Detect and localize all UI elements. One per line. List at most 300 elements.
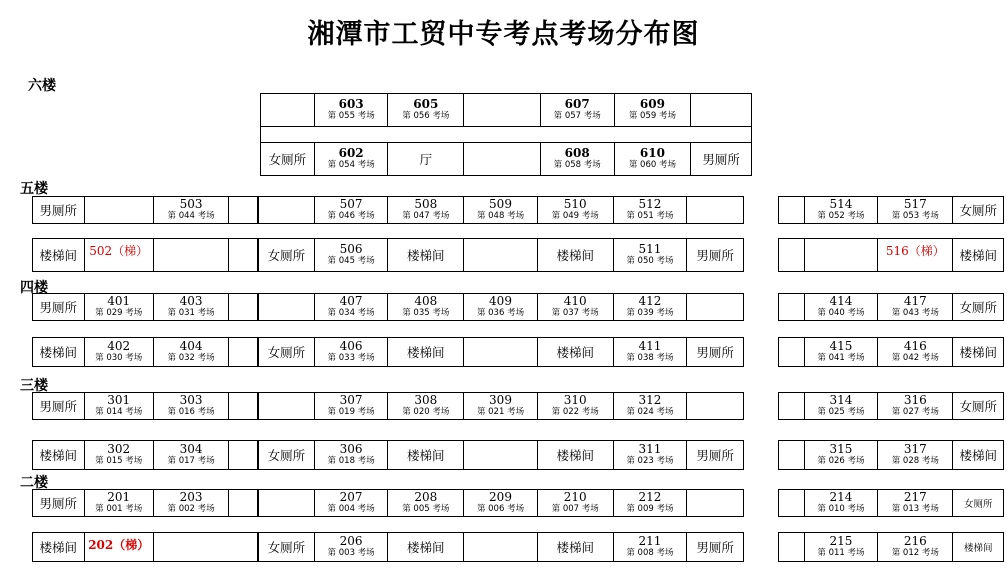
facility-label: 楼梯间 <box>39 345 78 360</box>
empty-cell <box>464 143 541 175</box>
exam-room-label: 第 019 考场 <box>327 407 375 417</box>
empty-cell <box>229 294 257 320</box>
center-bottom-row <box>258 440 744 470</box>
room-cell <box>614 490 688 516</box>
room-cell <box>315 533 389 561</box>
room-number: 308 <box>414 393 438 407</box>
exam-room-label: 第 011 考场 <box>817 548 865 558</box>
exam-room-label: 第 035 考场 <box>402 308 450 318</box>
facility-label: 楼梯间 <box>556 248 594 263</box>
facility-label: 楼梯间 <box>963 543 993 554</box>
right-wing-bottom-row <box>778 532 1004 562</box>
exam-room-label: 第 049 考场 <box>551 211 599 221</box>
center-top-row <box>258 489 744 517</box>
room-cell <box>85 490 154 516</box>
room-number: 609 <box>639 97 665 111</box>
room-cell <box>464 294 538 320</box>
room-cell <box>878 294 953 320</box>
left-wing-top-row <box>32 489 258 517</box>
empty-cell <box>259 197 315 223</box>
room-number: 212 <box>638 490 662 504</box>
empty-cell <box>779 490 805 516</box>
exam-room-label: 第 025 考场 <box>817 407 865 417</box>
room-number: 306 <box>339 442 363 456</box>
exam-room-label: 第 057 考场 <box>553 111 601 121</box>
exam-room-label: 第 051 考场 <box>626 211 674 221</box>
facility-cell <box>953 239 1003 271</box>
exam-room-label: 第 014 考场 <box>95 407 143 417</box>
room-number: 309 <box>489 393 512 407</box>
room-cell <box>154 441 229 469</box>
exam-room-label: 第 041 考场 <box>817 353 865 363</box>
room-cell <box>538 197 614 223</box>
facility-cell <box>953 441 1003 469</box>
exam-room-label: 第 009 考场 <box>626 504 674 514</box>
empty-cell <box>779 533 805 561</box>
empty-cell <box>259 294 315 320</box>
exam-room-label: 第 047 考场 <box>402 211 450 221</box>
exam-room-label: 第 017 考场 <box>167 456 215 466</box>
room-cell <box>805 338 878 366</box>
room-number: 408 <box>414 294 438 308</box>
facility-label: 男厕所 <box>696 248 734 263</box>
empty-cell <box>154 239 229 271</box>
empty-cell <box>779 239 805 271</box>
room-number: 410 <box>563 294 587 308</box>
empty-cell <box>779 393 805 419</box>
empty-cell <box>687 393 743 419</box>
stair-room-label: 516（梯） <box>885 244 945 258</box>
right-wing-top-row <box>778 489 1004 517</box>
room-cell <box>878 393 953 419</box>
room-cell <box>878 490 953 516</box>
facility-cell <box>33 338 85 366</box>
empty-cell <box>464 338 538 366</box>
right-wing-bottom-row <box>778 238 1004 272</box>
facility-cell <box>33 490 85 516</box>
facility-label: 女厕所 <box>963 499 993 510</box>
empty-cell <box>687 294 743 320</box>
floor-label: 四楼 <box>20 280 48 296</box>
room-cell <box>85 338 154 366</box>
left-wing-bottom-row <box>32 440 258 470</box>
room-cell <box>878 533 953 561</box>
exam-room-label: 第 043 考场 <box>891 308 939 318</box>
exam-room-label: 第 007 考场 <box>551 504 599 514</box>
room-number: 409 <box>489 294 512 308</box>
room-number: 315 <box>829 442 853 456</box>
room-number: 414 <box>829 294 853 308</box>
exam-room-label: 第 055 考场 <box>327 111 375 121</box>
left-wing-bottom-row <box>32 337 258 367</box>
facility-cell <box>687 239 743 271</box>
room-cell <box>315 490 389 516</box>
facility-label: 男厕所 <box>39 203 78 218</box>
facility-cell <box>687 533 743 561</box>
room-number: 417 <box>903 294 927 308</box>
room-number: 507 <box>339 197 363 211</box>
room-number: 314 <box>829 393 853 407</box>
facility-label: 楼梯间 <box>556 345 594 360</box>
room-cell <box>614 441 688 469</box>
empty-cell <box>464 441 538 469</box>
page-title: 湘潭市工贸中专考点考场分布图 <box>307 19 700 50</box>
floor6-bottom-row <box>260 142 752 176</box>
room-number: 412 <box>638 294 662 308</box>
facility-cell <box>953 197 1003 223</box>
empty-cell <box>687 490 743 516</box>
facility-label: 男厕所 <box>696 540 734 555</box>
floor6-top-row <box>260 93 752 127</box>
facility-cell <box>261 143 315 175</box>
facility-cell <box>691 143 751 175</box>
facility-cell <box>33 393 85 419</box>
exam-room-label: 第 052 考场 <box>817 211 865 221</box>
room-cell <box>538 393 614 419</box>
facility-cell <box>388 533 464 561</box>
exam-room-label: 第 020 考场 <box>402 407 450 417</box>
empty-cell <box>259 393 315 419</box>
facility-cell <box>953 533 1003 561</box>
facility-label: 男厕所 <box>696 345 734 360</box>
facility-label: 楼梯间 <box>556 540 594 555</box>
room-number: 301 <box>107 393 131 407</box>
room-cell <box>464 197 538 223</box>
empty-cell <box>779 197 805 223</box>
exam-room-label: 第 003 考场 <box>327 548 375 558</box>
facility-label: 楼梯间 <box>959 345 997 360</box>
room-cell <box>85 441 154 469</box>
exam-room-label: 第 060 考场 <box>628 160 676 170</box>
room-cell <box>878 197 953 223</box>
exam-room-label: 第 050 考场 <box>626 256 674 266</box>
facility-cell <box>33 441 85 469</box>
room-cell <box>85 393 154 419</box>
facility-label: 男厕所 <box>702 152 740 167</box>
facility-label: 楼梯间 <box>407 248 445 263</box>
room-cell <box>315 239 389 271</box>
room-number: 610 <box>639 146 665 160</box>
room-cell <box>878 338 953 366</box>
room-cell <box>615 94 692 126</box>
exam-room-label: 第 059 考场 <box>628 111 676 121</box>
exam-room-label: 第 008 考场 <box>626 548 674 558</box>
stair-room-label: 202（梯） <box>88 538 150 552</box>
facility-label: 楼梯间 <box>39 248 78 263</box>
exam-room-label: 第 039 考场 <box>626 308 674 318</box>
room-cell <box>541 143 615 175</box>
room-cell <box>614 294 688 320</box>
facility-cell <box>33 239 85 271</box>
exam-room-label: 第 021 考场 <box>476 407 525 417</box>
room-cell <box>614 197 688 223</box>
room-cell <box>614 393 688 419</box>
room-number: 415 <box>829 339 853 353</box>
room-number: 512 <box>638 197 662 211</box>
center-bottom-row <box>258 532 744 562</box>
empty-cell <box>805 239 878 271</box>
room-cell <box>388 393 464 419</box>
facility-cell <box>259 239 315 271</box>
facility-label: 男厕所 <box>696 448 734 463</box>
facility-cell <box>388 239 464 271</box>
left-wing-bottom-row <box>32 238 258 272</box>
room-number: 402 <box>107 339 131 353</box>
room-number: 406 <box>339 339 363 353</box>
room-number: 514 <box>829 197 853 211</box>
room-number: 317 <box>903 442 927 456</box>
room-number: 503 <box>179 197 203 211</box>
exam-room-label: 第 012 考场 <box>891 548 939 558</box>
facility-label: 楼梯间 <box>39 448 78 463</box>
room-cell <box>388 294 464 320</box>
exam-room-label: 第 005 考场 <box>402 504 450 514</box>
room-cell <box>85 294 154 320</box>
center-top-row <box>258 392 744 420</box>
exam-room-label: 第 036 考场 <box>476 308 525 318</box>
facility-label: 厅 <box>419 152 433 167</box>
room-number: 311 <box>638 442 662 456</box>
facility-label: 女厕所 <box>959 203 997 218</box>
facility-cell <box>953 294 1003 320</box>
facility-label: 楼梯间 <box>407 345 445 360</box>
facility-label: 男厕所 <box>39 496 78 511</box>
room-cell <box>315 393 389 419</box>
right-wing-top-row <box>778 293 1004 321</box>
room-number: 316 <box>903 393 927 407</box>
empty-cell <box>691 94 751 126</box>
empty-cell <box>85 197 154 223</box>
stair-room-label: 502（梯） <box>89 244 149 258</box>
right-wing-top-row <box>778 196 1004 224</box>
empty-cell <box>261 94 315 126</box>
room-cell <box>538 490 614 516</box>
facility-cell <box>259 533 315 561</box>
room-cell <box>388 197 464 223</box>
facility-label: 女厕所 <box>267 248 306 263</box>
exam-room-label: 第 056 考场 <box>402 111 450 121</box>
empty-cell <box>229 393 257 419</box>
room-cell <box>805 294 878 320</box>
exam-room-label: 第 015 考场 <box>95 456 143 466</box>
exam-room-label: 第 045 考场 <box>327 256 375 266</box>
room-number: 517 <box>903 197 927 211</box>
room-number: 508 <box>414 197 438 211</box>
room-cell <box>315 197 389 223</box>
room-number: 404 <box>179 339 203 353</box>
room-number: 416 <box>903 339 927 353</box>
exam-room-label: 第 018 考场 <box>327 456 375 466</box>
room-cell <box>538 294 614 320</box>
facility-cell <box>33 197 85 223</box>
exam-room-label: 第 023 考场 <box>626 456 674 466</box>
room-number: 509 <box>489 197 512 211</box>
empty-cell <box>229 197 257 223</box>
stair-room-cell <box>878 239 953 271</box>
right-wing-top-row <box>778 392 1004 420</box>
room-cell <box>541 94 615 126</box>
facility-label: 女厕所 <box>267 448 306 463</box>
facility-label: 男厕所 <box>39 300 78 315</box>
facility-cell <box>538 239 614 271</box>
empty-cell <box>229 338 257 366</box>
room-number: 217 <box>903 490 927 504</box>
room-number: 211 <box>638 534 662 548</box>
room-number: 210 <box>563 490 587 504</box>
room-cell <box>315 143 389 175</box>
center-top-row <box>258 196 744 224</box>
exam-room-label: 第 028 考场 <box>891 456 939 466</box>
room-number: 607 <box>564 97 590 111</box>
room-number: 303 <box>179 393 203 407</box>
exam-room-label: 第 058 考场 <box>553 160 601 170</box>
facility-cell <box>259 441 315 469</box>
empty-cell <box>154 533 257 561</box>
floor-label: 三楼 <box>20 378 48 394</box>
room-number: 307 <box>339 393 363 407</box>
exam-room-label: 第 048 考场 <box>476 211 525 221</box>
exam-room-label: 第 024 考场 <box>626 407 674 417</box>
right-wing-bottom-row <box>778 440 1004 470</box>
exam-room-label: 第 053 考场 <box>891 211 939 221</box>
room-cell <box>154 338 229 366</box>
room-number: 605 <box>413 97 439 111</box>
room-number: 312 <box>638 393 662 407</box>
room-number: 304 <box>179 442 203 456</box>
room-cell <box>805 490 878 516</box>
empty-cell <box>687 197 743 223</box>
room-number: 207 <box>339 490 363 504</box>
facility-cell <box>33 294 85 320</box>
room-number: 216 <box>903 534 927 548</box>
floor-label: 六楼 <box>28 78 56 94</box>
facility-cell <box>388 441 464 469</box>
exam-room-label: 第 029 考场 <box>95 308 143 318</box>
facility-cell <box>687 338 743 366</box>
room-number: 310 <box>563 393 587 407</box>
exam-room-label: 第 046 考场 <box>327 211 375 221</box>
facility-cell <box>388 143 464 175</box>
floor-label: 五楼 <box>20 181 48 197</box>
room-cell <box>878 441 953 469</box>
exam-room-label: 第 016 考场 <box>167 407 215 417</box>
exam-room-label: 第 042 考场 <box>891 353 939 363</box>
exam-room-label: 第 037 考场 <box>551 308 599 318</box>
left-wing-bottom-row <box>32 532 258 562</box>
room-number: 203 <box>179 490 203 504</box>
room-number: 208 <box>414 490 438 504</box>
room-number: 510 <box>563 197 587 211</box>
room-cell <box>614 533 688 561</box>
facility-cell <box>687 441 743 469</box>
facility-label: 楼梯间 <box>39 540 78 555</box>
facility-label: 楼梯间 <box>407 540 445 555</box>
room-cell <box>154 294 229 320</box>
exam-room-label: 第 010 考场 <box>817 504 865 514</box>
exam-room-label: 第 034 考场 <box>327 308 375 318</box>
center-top-row <box>258 293 744 321</box>
room-cell <box>805 533 878 561</box>
stair-room-cell <box>85 239 154 271</box>
facility-label: 女厕所 <box>267 540 306 555</box>
left-wing-top-row <box>32 196 258 224</box>
room-number: 411 <box>638 339 662 353</box>
room-cell <box>315 294 389 320</box>
exam-room-label: 第 022 考场 <box>551 407 599 417</box>
exam-room-label: 第 006 考场 <box>476 504 525 514</box>
room-number: 403 <box>179 294 203 308</box>
room-number: 214 <box>829 490 853 504</box>
room-cell <box>805 393 878 419</box>
facility-cell <box>538 533 614 561</box>
facility-label: 女厕所 <box>959 399 997 414</box>
exam-room-label: 第 033 考场 <box>327 353 375 363</box>
corridor <box>260 127 752 143</box>
stair-room-cell <box>85 533 154 561</box>
facility-label: 楼梯间 <box>959 448 997 463</box>
empty-cell <box>779 441 805 469</box>
center-bottom-row <box>258 337 744 367</box>
facility-cell <box>388 338 464 366</box>
right-wing-bottom-row <box>778 337 1004 367</box>
room-cell <box>388 94 464 126</box>
room-cell <box>615 143 692 175</box>
exam-room-label: 第 004 考场 <box>327 504 375 514</box>
room-number: 206 <box>339 534 363 548</box>
room-number: 506 <box>339 242 363 256</box>
empty-cell <box>779 294 805 320</box>
room-cell <box>315 441 389 469</box>
room-cell <box>315 338 389 366</box>
facility-cell <box>953 338 1003 366</box>
facility-cell <box>259 338 315 366</box>
empty-cell <box>779 338 805 366</box>
exam-room-label: 第 002 考场 <box>167 504 215 514</box>
empty-cell <box>259 490 315 516</box>
exam-room-label: 第 031 考场 <box>167 308 215 318</box>
room-number: 401 <box>107 294 131 308</box>
facility-cell <box>953 490 1003 516</box>
room-cell <box>154 197 229 223</box>
room-cell <box>154 490 229 516</box>
exam-room-label: 第 013 考场 <box>891 504 939 514</box>
exam-room-label: 第 038 考场 <box>626 353 674 363</box>
left-wing-top-row <box>32 293 258 321</box>
facility-cell <box>538 338 614 366</box>
left-wing-top-row <box>32 392 258 420</box>
room-number: 215 <box>829 534 853 548</box>
room-number: 201 <box>107 490 131 504</box>
center-bottom-row <box>258 238 744 272</box>
facility-cell <box>953 393 1003 419</box>
room-cell <box>805 441 878 469</box>
room-cell <box>388 490 464 516</box>
room-number: 511 <box>638 242 662 256</box>
exam-room-label: 第 040 考场 <box>817 308 865 318</box>
exam-room-label: 第 027 考场 <box>891 407 939 417</box>
room-cell <box>805 197 878 223</box>
facility-label: 男厕所 <box>39 399 78 414</box>
facility-label: 女厕所 <box>267 345 306 360</box>
room-cell <box>154 393 229 419</box>
exam-room-label: 第 030 考场 <box>95 353 143 363</box>
floor-label: 二楼 <box>20 475 48 491</box>
facility-label: 女厕所 <box>268 152 307 167</box>
empty-cell <box>464 94 541 126</box>
room-number: 209 <box>489 490 512 504</box>
facility-label: 楼梯间 <box>959 248 997 263</box>
room-cell <box>464 393 538 419</box>
